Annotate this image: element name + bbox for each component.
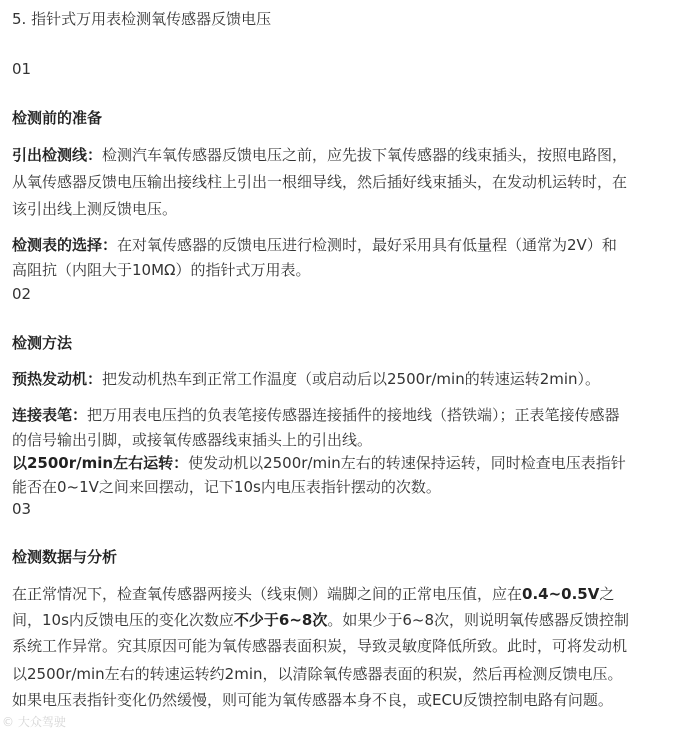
paragraph-line	[12, 405, 620, 425]
paragraph-line	[12, 610, 629, 630]
paragraph-line	[12, 235, 617, 255]
section-heading: 检测数据与分析	[12, 548, 118, 566]
text-span: 间，10s内反馈电压的变化次数应	[12, 611, 234, 629]
paragraph-line: 系统工作异常。究其原因可能为氧传感器表面积炭，导致灵敏度降低所致。此时，可将发动机	[12, 637, 628, 655]
highlight-value: 不少于6~8次	[233, 611, 328, 629]
section-number: 01	[12, 60, 32, 78]
watermark: © 大众驾驶	[2, 715, 66, 729]
section-number: 03	[12, 500, 32, 518]
text-span: 在正常情况下，检查氧传感器两接头（线束侧）端脚之间的正常电压值，应在	[12, 585, 523, 603]
term-label: 以2500r/min左右运转：	[12, 454, 189, 472]
paragraph-line: 能否在0~1V之间来回摆动，记下10s内电压表指针摆动的次数。	[12, 478, 441, 496]
term-label: 预热发动机：	[12, 370, 103, 388]
text-span: 。如果少于6~8次，则说明氧传感器反馈控制	[327, 611, 630, 629]
article-title: 5. 指针式万用表检测氧传感器反馈电压	[12, 10, 272, 28]
section-heading: 检测方法	[12, 334, 73, 352]
paragraph-line: 以2500r/min左右的转速运转约2min，以清除氧传感器表面的积炭，然后再检测反馈电压。	[12, 665, 623, 683]
paragraph-line	[12, 453, 626, 473]
paragraph-line: 从氧传感器反馈电压输出接线柱上引出一根细导线，然后插好线束插头，在发动机运转时，在	[12, 173, 628, 191]
text-span: 把万用表电压挡的负表笔接传感器连接插件的接地线（搭铁端）；正表笔接传感器	[87, 406, 620, 424]
paragraph-line	[12, 369, 600, 389]
text-span: 检测汽车氧传感器反馈电压之前，应先拔下氧传感器的线束插头，按照电路图，	[102, 146, 628, 164]
paragraph-line: 高阻抗（内阻大于10MΩ）的指针式万用表。	[12, 261, 311, 279]
section-number: 02	[12, 285, 32, 303]
paragraph-line: 的信号输出引脚，或接氧传感器线束插头上的引出线。	[12, 431, 373, 449]
term-label: 连接表笔：	[12, 406, 88, 424]
section-heading: 检测前的准备	[12, 109, 103, 127]
term-label: 引出检测线：	[12, 146, 103, 164]
paragraph-line: 如果电压表指针变化仍然缓慢，则可能为氧传感器本身不良，或ECU反馈控制电路有问题。	[12, 691, 613, 709]
text-span: 使发动机以2500r/min左右的转速保持运转，同时检查电压表指针	[188, 454, 626, 472]
text-span: 把发动机热车到正常工作温度（或启动后以2500r/min的转速运转2min）。	[102, 370, 601, 388]
paragraph-line	[12, 584, 614, 604]
paragraph-line	[12, 145, 627, 165]
highlight-value: 0.4~0.5V	[522, 585, 600, 603]
term-label: 检测表的选择：	[12, 236, 118, 254]
text-span: 在对氧传感器的反馈电压进行检测时，最好采用具有低量程（通常为2V）和	[117, 236, 617, 254]
text-span: 之	[599, 585, 615, 603]
paragraph-line: 该引出线上测反馈电压。	[12, 200, 178, 218]
